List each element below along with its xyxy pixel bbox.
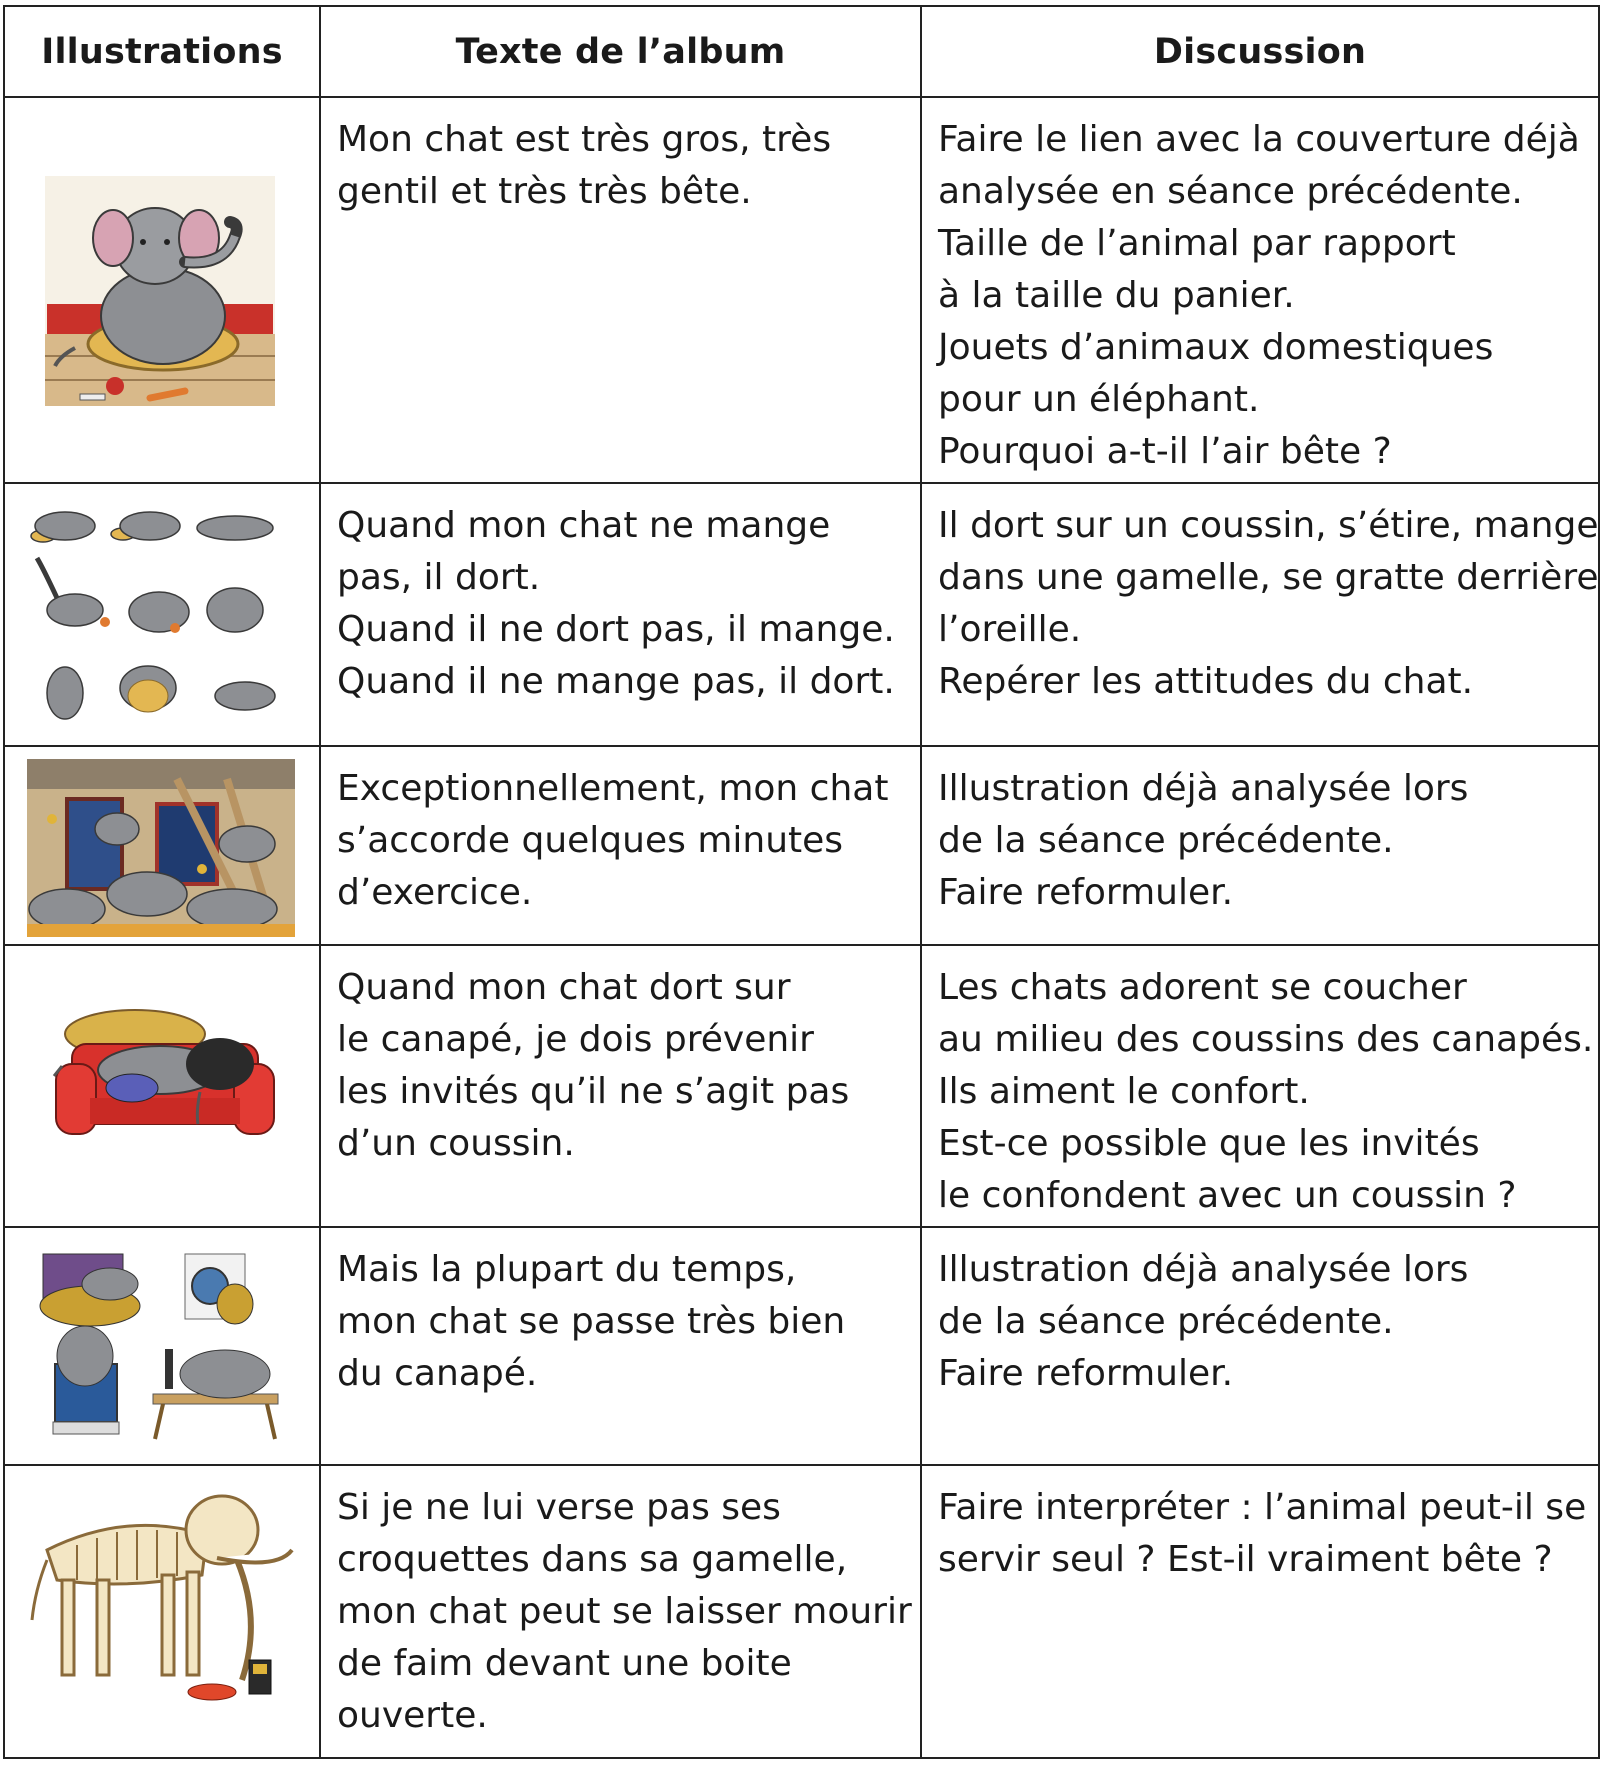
text-line: Est-ce possible que les invités [938,1123,1480,1164]
text-line: pas, il dort. [337,557,541,598]
text-line: servir seul ? Est-il vraiment bête ? [938,1539,1553,1580]
text-line: au milieu des coussins des canapés. [938,1019,1594,1060]
texte-cell [320,746,921,945]
text-line: le confondent avec un coussin ? [938,1175,1517,1216]
text-line: dans une gamelle, se gratte derrière [938,557,1599,598]
text-line: Il dort sur un coussin, s’étire, mange [938,505,1599,546]
table-row [4,483,1599,746]
skeleton-image [17,1480,305,1710]
discussion-cell [921,945,1599,1227]
exercise-room-image [27,759,295,937]
table-row [4,746,1599,945]
texte-cell [320,97,921,483]
table-row [4,1465,1599,1758]
text-line: Faire interpréter : l’animal peut-il se [938,1487,1587,1528]
header-texte-album: Texte de l’album [320,6,921,97]
header-row [4,6,1599,97]
text-line: Quand mon chat dort sur [337,967,791,1008]
text-line: de faim devant une boite [337,1643,792,1684]
illustration-cell [4,1227,320,1465]
text-line: Quand il ne dort pas, il mange. [337,609,895,650]
text-line: pour un éléphant. [938,379,1260,420]
illustration-cell [4,746,320,945]
text-line: Illustration déjà analysée lors [938,1249,1469,1290]
text-line: analysée en séance précédente. [938,171,1523,212]
text-line: Exceptionnellement, mon chat [337,768,889,809]
text-line: de la séance précédente. [938,1301,1394,1342]
texte-cell [320,1227,921,1465]
illustration-cell [4,945,320,1227]
lesson-table [3,5,1600,1759]
text-line: Les chats adorent se coucher [938,967,1467,1008]
table-row [4,1227,1599,1465]
text-line: Si je ne lui verse pas ses [337,1487,781,1528]
text-line: Mon chat est très gros, très [337,119,832,160]
text-line: mon chat se passe très bien [337,1301,846,1342]
text-line: Taille de l’animal par rapport [938,223,1456,264]
text-line: Quand il ne mange pas, il dort. [337,661,895,702]
header-illustrations: Illustrations [4,6,320,97]
text-line: Ils aiment le confort. [938,1071,1310,1112]
text-line: mon chat peut se laisser mourir [337,1591,912,1632]
table-row [4,97,1599,483]
discussion-cell [921,483,1599,746]
discussion-cell [921,1227,1599,1465]
elephant-basket-image [35,166,285,421]
text-line: ouverte. [337,1695,488,1736]
text-line: à la taille du panier. [938,275,1295,316]
illustration-cell [4,97,320,483]
texte-cell [320,483,921,746]
elephant-sofa-image [50,1006,280,1146]
text-line: d’un coussin. [337,1123,575,1164]
text-line: du canapé. [337,1353,538,1394]
text-line: s’accorde quelques minutes [337,820,844,861]
discussion-cell [921,97,1599,483]
discussion-cell [921,746,1599,945]
text-line: Mais la plupart du temps, [337,1249,797,1290]
table-row [4,945,1599,1227]
elephant-poses-image [25,498,301,728]
text-line: Jouets d’animaux domestiques [938,327,1494,368]
texte-cell [320,945,921,1227]
text-line: de la séance précédente. [938,820,1394,861]
text-line: Faire le lien avec la couverture déjà [938,119,1580,160]
text-line: le canapé, je dois prévenir [337,1019,814,1060]
header-discussion: Discussion [921,6,1599,97]
discussion-cell [921,1465,1599,1758]
text-line: Quand mon chat ne mange [337,505,831,546]
text-line: Faire reformuler. [938,872,1234,913]
illustration-cell [4,483,320,746]
illustration-cell [4,1465,320,1758]
household-scenes-image [35,1244,295,1444]
text-line: croquettes dans sa gamelle, [337,1539,848,1580]
text-line: Faire reformuler. [938,1353,1234,1394]
text-line: gentil et très très bête. [337,171,752,212]
text-line: Illustration déjà analysée lors [938,768,1469,809]
text-line: les invités qu’il ne s’agit pas [337,1071,850,1112]
texte-cell [320,1465,921,1758]
text-line: d’exercice. [337,872,533,913]
text-line: Repérer les attitudes du chat. [938,661,1474,702]
text-line: Pourquoi a-t-il l’air bête ? [938,431,1392,472]
text-line: l’oreille. [938,609,1082,650]
